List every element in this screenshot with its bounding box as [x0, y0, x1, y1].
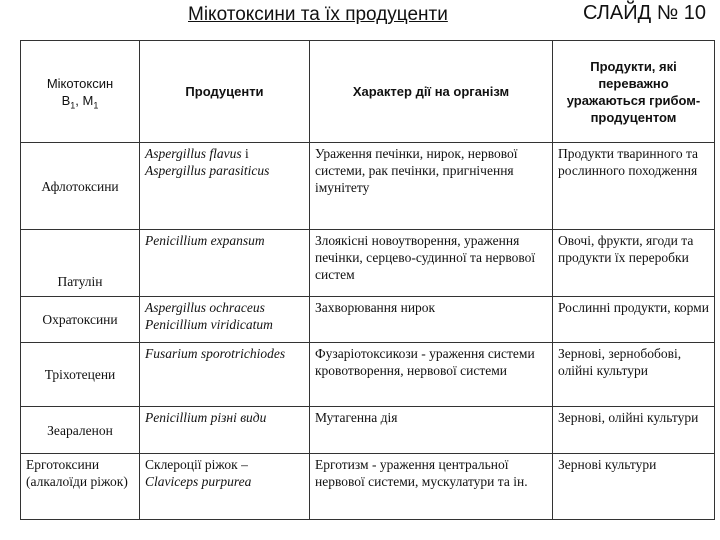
action-cell: Фузаріотоксикози - ураження системи кровотворення, нервової системи	[310, 343, 553, 407]
table-row	[21, 230, 715, 297]
products-cell: Зернові, олійні культури	[553, 407, 715, 454]
action-cell: Ерготизм - ураження центральної нервової системи, мускулатури та ін.	[310, 454, 553, 520]
header-products: Продукти, які переважно уражаються грибом-продуцентом	[553, 41, 715, 143]
action-cell: Захворювання нирок	[310, 297, 553, 343]
toxin-name: Афлотоксини	[21, 143, 140, 230]
header-row	[21, 41, 715, 143]
table-row	[21, 454, 715, 520]
header-action: Характер дії на організм	[310, 41, 553, 143]
toxin-name: Охратоксини	[21, 297, 140, 343]
products-cell: Продукти тваринного та рослинного походження	[553, 143, 715, 230]
slide-number: СЛАЙД № 10	[583, 2, 706, 24]
toxin-name: Патулін	[21, 230, 140, 297]
header-mycotoxin: Мікотоксин $B_1$, $M_1$	[21, 41, 140, 143]
table-row	[21, 143, 715, 230]
header-producers: Продуценти	[140, 41, 310, 143]
action-cell: Ураження печінки, нирок, нервової системи, рак печінки, пригнічення імунітету	[310, 143, 553, 230]
products-cell: Рослинні продукти, корми	[553, 297, 715, 343]
slide-title: Мікотоксини та їх продуценти	[188, 4, 448, 25]
toxin-name: Ерготоксини (алкалоїди ріжок)	[21, 454, 140, 520]
toxin-name: Зеараленон	[21, 407, 140, 454]
table-row	[21, 407, 715, 454]
producers-cell: Penicillium різні види	[140, 407, 310, 454]
products-cell: Зернові, зернобобові, олійні культури	[553, 343, 715, 407]
mycotoxins-table	[20, 40, 715, 520]
table-row	[21, 343, 715, 407]
table-row	[21, 297, 715, 343]
producers-cell: Aspergillus flavus і Aspergillus parasiticus	[140, 143, 310, 230]
producers-cell: Penicillium expansum	[140, 230, 310, 297]
products-cell: Овочі, фрукти, ягоди та продукти їх переробки	[553, 230, 715, 297]
toxin-name: Тріхотецени	[21, 343, 140, 407]
producers-cell: Aspergillus ochraceus Penicillium viridicatum	[140, 297, 310, 343]
products-cell: Зернові культури	[553, 454, 715, 520]
producers-cell: Fusarium sporotrichiodes	[140, 343, 310, 407]
action-cell: Мутагенна дія	[310, 407, 553, 454]
action-cell: Злоякісні новоутворення, ураження печінки, серцево-судинної та нервової систем	[310, 230, 553, 297]
producers-cell: Склероції ріжок – Claviceps purpurea	[140, 454, 310, 520]
